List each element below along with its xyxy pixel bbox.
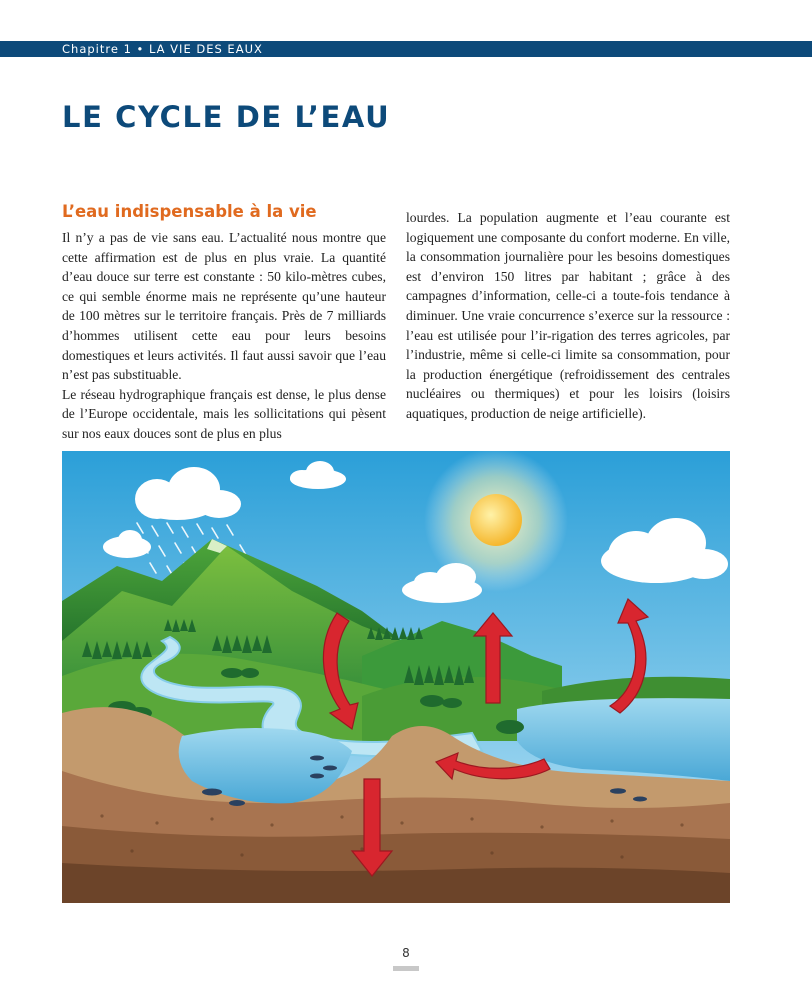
water-cycle-illustration: [62, 451, 730, 903]
paragraph: Le réseau hydrographique français est dense, le plus dense de l’Europe occidentale, mais les sollicitations qui pèsent sur nos eaux douces sont de plus en plus: [62, 386, 386, 441]
text-column-left: [62, 228, 386, 444]
page-number-bar: [393, 966, 419, 971]
text-column-right: [406, 208, 730, 424]
page-number: 8: [402, 946, 410, 960]
paragraph: lourdes. La population augmente et l’eau courante est logiquement une composante du confort moderne. En ville, la consommation journalière pour les besoins domestiques est d’environ 150 litres par habitant ; grâce à des campagnes d’information, celle-ci a toute-fois tendance à diminuer. Une vraie concurrence s’exerce sur la ressource : l’eau est utilisée pour l’ir-rigation des terres agricoles, par l’industrie, même si celle-ci limite sa consommation, pour la production énergétique (refroidissement des centrales nucléaires ou thermiques) et pour les loisirs (loisirs aquatiques, production de neige artificielle).: [406, 210, 730, 421]
section-heading: L’eau indispensable à la vie: [62, 202, 317, 221]
chapter-header-text: Chapitre 1 • LA VIE DES EAUX: [62, 42, 263, 56]
chapter-header-band: [0, 41, 812, 57]
paragraph: Il n’y a pas de vie sans eau. L’actualité nous montre que cette affirmation est de plus en plus vraie. La quantité d’eau douce sur terre est constante : 50 kilo-mètres cubes, ce qui semble énorme mais ne représente qu’une hauteur de 100 mètres sur le territoire français. Près de 7 milliards d’hommes utilisent cette eau pour leurs besoins domestiques et leurs activités. Il faut aussi savoir que l’eau n’est pas substituable.: [62, 230, 386, 383]
page-title: LE CYCLE DE L’EAU: [62, 100, 391, 134]
